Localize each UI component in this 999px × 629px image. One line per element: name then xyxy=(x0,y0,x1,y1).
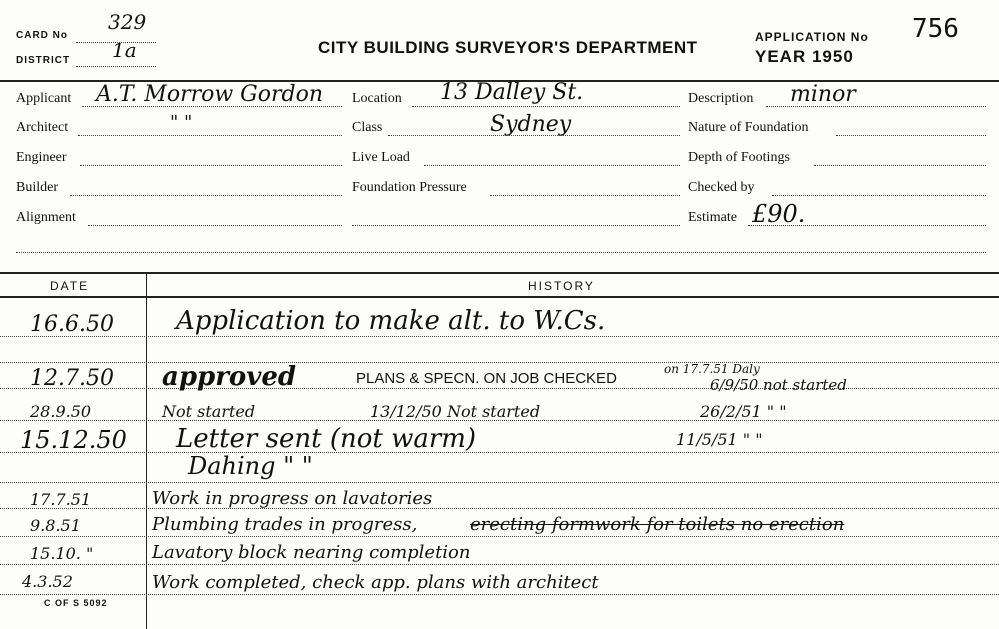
engineer-label: Engineer xyxy=(16,150,67,165)
district-value: 1a xyxy=(112,38,137,62)
live-load-label: Live Load xyxy=(352,150,410,165)
row-6-date: 17.7.51 xyxy=(30,490,92,509)
row-9-date: 4.3.52 xyxy=(22,572,73,591)
checked-by-label: Checked by xyxy=(688,180,755,195)
row-8-history: Lavatory block nearing completion xyxy=(152,542,471,563)
row-3-date: 28.9.50 xyxy=(30,402,92,421)
foundation-pressure-label: Foundation Pressure xyxy=(352,180,467,195)
row-6-history: Work in progress on lavatories xyxy=(152,488,433,509)
row-3-mid: 13/12/50 Not started xyxy=(370,402,541,421)
estimate-value: £90. xyxy=(752,200,806,228)
application-no-label: APPLICATION No xyxy=(755,30,869,44)
class-label: Class xyxy=(352,120,383,135)
application-no-value: 756 xyxy=(912,14,959,44)
row-2-printed-stamp: PLANS & SPECN. ON JOB CHECKED xyxy=(356,370,617,387)
row-2-side-a: on 17.7.51 Daly xyxy=(664,362,760,376)
depth-of-footings-label: Depth of Footings xyxy=(688,150,790,165)
row-7-date: 9.8.51 xyxy=(30,516,81,535)
row-3-side-a: 26/2/51 " " xyxy=(700,402,787,421)
row-7-struck-text: erecting formwork for toilets no erection xyxy=(470,514,845,535)
row-4-history: Letter sent (not warm) xyxy=(176,424,477,454)
architect-label: Architect xyxy=(16,120,69,135)
description-label: Description xyxy=(688,91,754,106)
year-label: YEAR 1950 xyxy=(755,47,854,66)
alignment-label: Alignment xyxy=(16,210,76,225)
row-4-side-a: 11/5/51 " " xyxy=(676,430,763,449)
row-2-history: approved xyxy=(162,362,297,392)
location-value-2: Sydney xyxy=(490,112,572,137)
date-header: DATE xyxy=(50,279,90,293)
location-label: Location xyxy=(352,91,402,106)
nature-of-foundation-label: Nature of Foundation xyxy=(688,120,809,135)
row-7-history: Plumbing trades in progress, xyxy=(152,514,418,535)
row-5-history: Dahing " " xyxy=(188,452,313,480)
row-1-date: 16.6.50 xyxy=(30,312,114,337)
row-9-history: Work completed, check app. plans with architect xyxy=(152,572,599,593)
row-2-side-b: 6/9/50 not started xyxy=(710,376,847,394)
card-no-value: 329 xyxy=(108,10,147,34)
applicant-value: A.T. Morrow Gordon xyxy=(96,82,324,107)
history-header: HISTORY xyxy=(528,279,595,293)
row-3-history: Not started xyxy=(162,402,256,421)
row-2-date: 12.7.50 xyxy=(30,366,114,391)
card-no-label: CARD No xyxy=(16,30,68,41)
row-4-date: 15.12.50 xyxy=(20,426,127,454)
row-8-date: 15.10. " xyxy=(30,544,94,563)
applicant-label: Applicant xyxy=(16,91,72,106)
description-value: minor xyxy=(790,82,856,107)
builder-label: Builder xyxy=(16,180,58,195)
architect-value: " " xyxy=(170,112,193,133)
footer-code: C OF S 5092 xyxy=(44,598,108,608)
location-value: 13 Dalley St. xyxy=(440,80,584,105)
district-label: DISTRICT xyxy=(16,55,71,66)
estimate-label: Estimate xyxy=(688,210,737,225)
row-1-history: Application to make alt. to W.Cs. xyxy=(176,306,606,336)
department-title: CITY BUILDING SURVEYOR'S DEPARTMENT xyxy=(318,38,698,57)
